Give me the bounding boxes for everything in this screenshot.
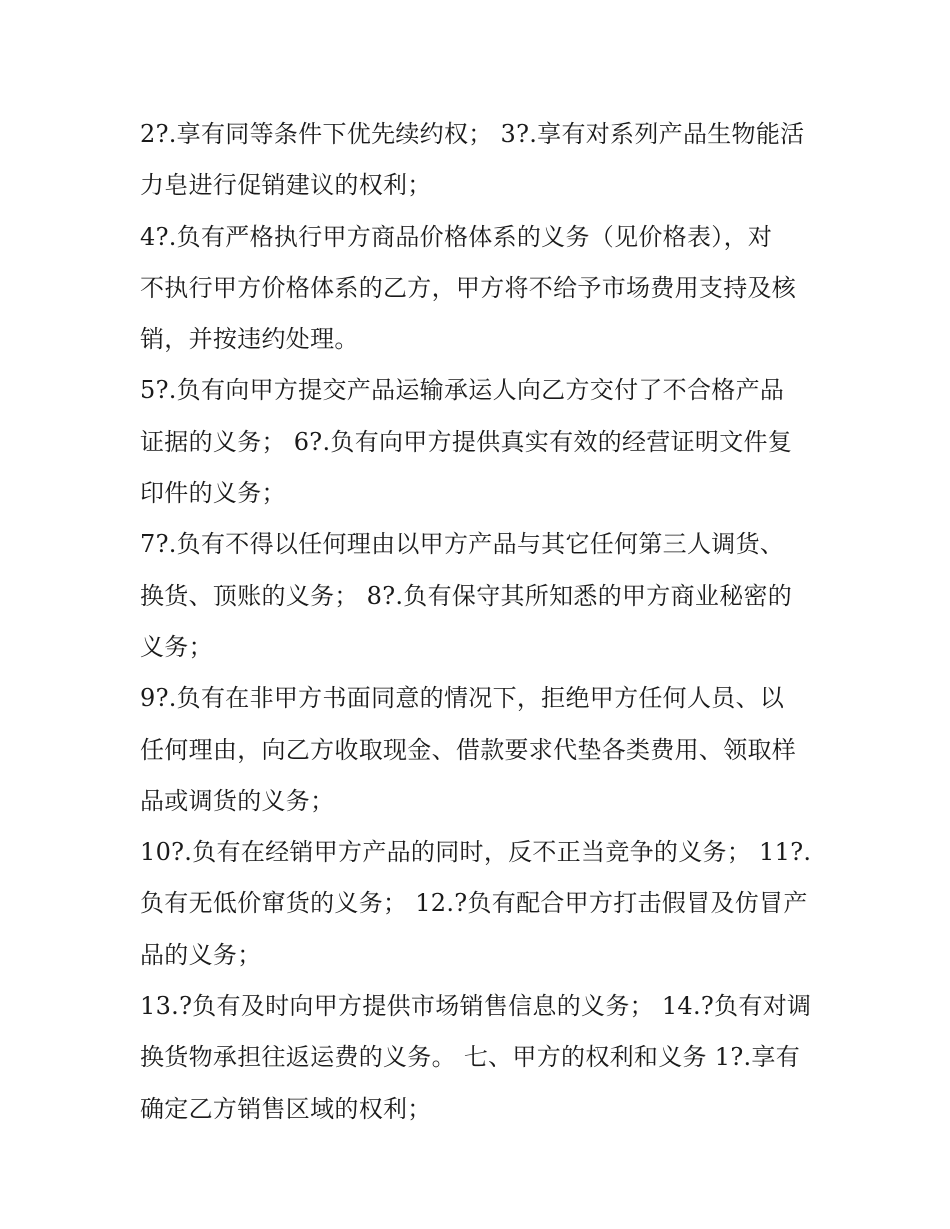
text-line: 9?.负有在非甲方书面同意的情况下，拒绝甲方任何人员、以 <box>140 684 785 713</box>
text-line: 力皂进行促销建议的权利； <box>140 171 432 200</box>
text-line: 确定乙方销售区域的权利； <box>140 1094 432 1123</box>
text-line: 任何理由，向乙方收取现金、借款要求代垫各类费用、领取样 <box>140 735 797 764</box>
text-line: 销，并按违约处理。 <box>140 325 359 354</box>
text-line: 品的义务； <box>140 940 262 969</box>
text-line: 证据的义务； 6?.负有向甲方提供真实有效的经营证明文件复 <box>140 427 793 456</box>
text-line: 2?.享有同等条件下优先续约权； 3?.享有对系列产品生物能活 <box>140 120 805 148</box>
text-line: 换货、顶账的义务； 8?.负有保守其所知悉的甲方商业秘密的 <box>140 581 793 610</box>
text-line: 品或调货的义务； <box>140 786 335 815</box>
text-line: 义务； <box>140 632 213 661</box>
text-line: 印件的义务； <box>140 479 286 508</box>
text-line: 换货物承担往返运费的义务。 七、甲方的权利和义务 1?.享有 <box>140 1043 801 1072</box>
text-line: 4?.负有严格执行甲方商品价格体系的义务（见价格表），对 <box>140 222 773 251</box>
document-body <box>140 109 820 1135</box>
text-line: 10?.负有在经销甲方产品的同时，反不正当竞争的义务； 11?. <box>140 838 812 867</box>
text-line: 5?.负有向甲方提交产品运输承运人向乙方交付了不合格产品 <box>140 376 785 405</box>
text-line: 13.?负有及时向甲方提供市场销售信息的义务； 14.?负有对调 <box>140 992 812 1021</box>
text-line: 负有无低价窜货的义务； 12.?负有配合甲方打击假冒及仿冒产 <box>140 889 808 918</box>
text-line: 7?.负有不得以任何理由以甲方产品与其它任何第三人调货、 <box>140 530 785 559</box>
text-line: 不执行甲方价格体系的乙方，甲方将不给予市场费用支持及核 <box>140 273 797 302</box>
